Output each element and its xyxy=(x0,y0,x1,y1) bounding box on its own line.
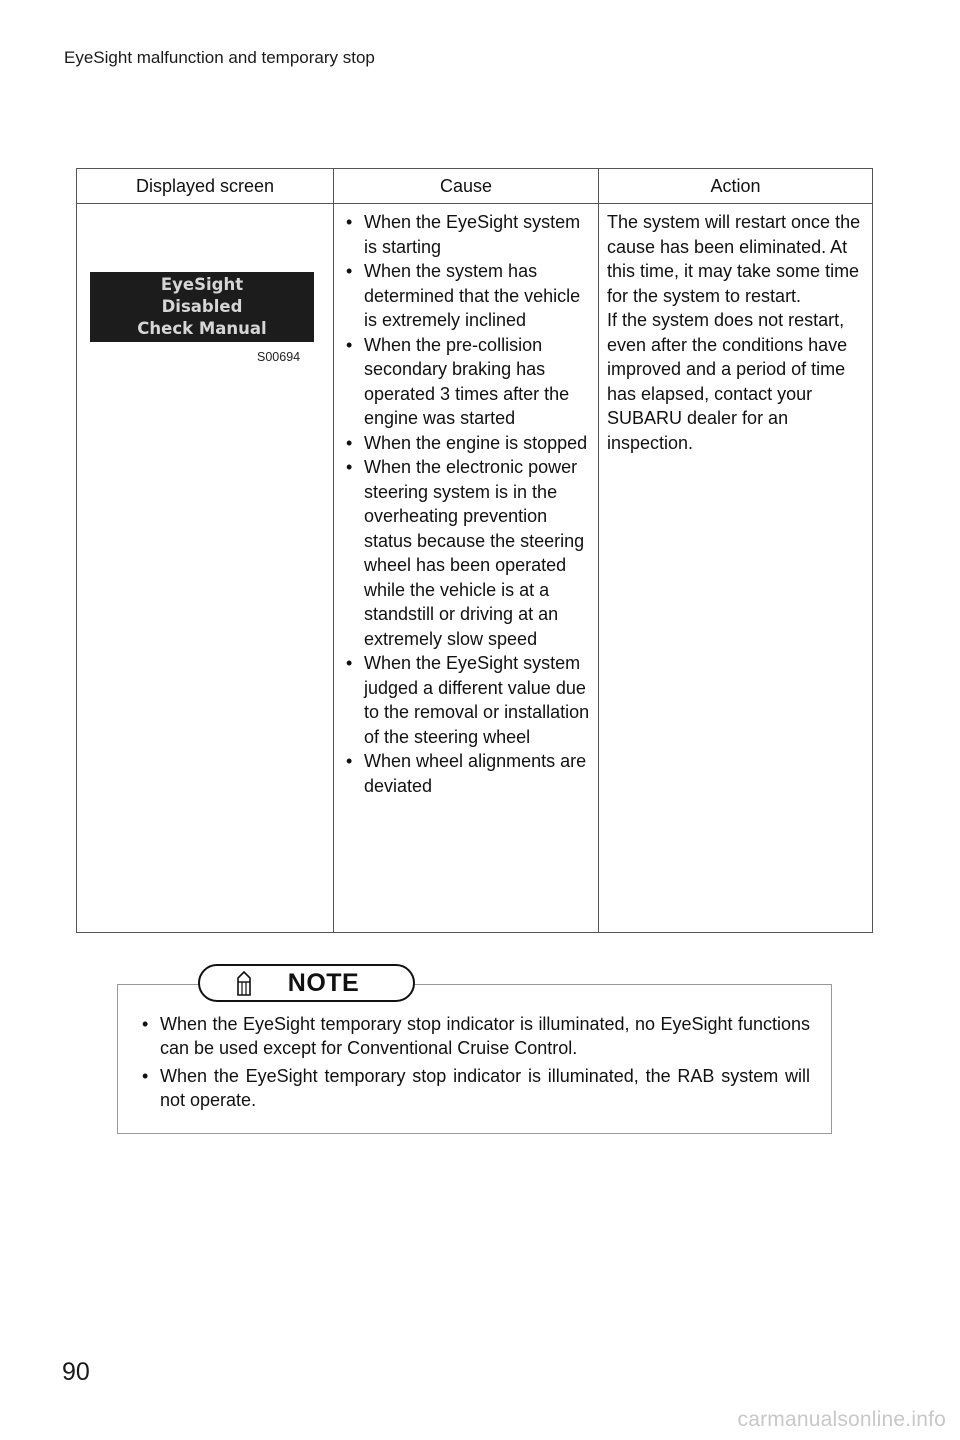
pencil-icon xyxy=(236,971,252,997)
display-line-1: EyeSight xyxy=(160,275,244,294)
action-paragraph: The system will restart once the cause has been eliminated. At this time, it may take some time for the system to restart. xyxy=(607,212,861,306)
list-item: • When the system has determined that the vehicle is extremely inclined xyxy=(340,259,592,333)
cause-cell xyxy=(334,204,599,933)
display-line-2: Disabled xyxy=(161,297,243,316)
list-item: • When wheel alignments are deviated xyxy=(340,749,592,798)
column-header-action: Action xyxy=(599,169,873,204)
list-item: • When the EyeSight temporary stop indicator is illuminated, no EyeSight functions can be used except for Conventional Cruise Control. xyxy=(140,1012,810,1060)
list-item: • When the EyeSight system judged a different value due to the removal or installation of the steering wheel xyxy=(340,651,592,749)
image-code: S00694 xyxy=(257,350,301,364)
malfunction-table xyxy=(76,168,873,933)
table-row xyxy=(77,204,873,933)
list-item: • When the EyeSight system is starting xyxy=(340,210,592,259)
eyesight-disabled-display-image xyxy=(90,272,314,342)
page-number: 90 xyxy=(62,1358,90,1386)
displayed-screen-cell xyxy=(77,204,334,933)
table-header-row xyxy=(77,169,873,204)
column-header-cause: Cause xyxy=(334,169,599,204)
column-header-displayed-screen: Displayed screen xyxy=(77,169,334,204)
display-line-3: Check Manual xyxy=(137,319,267,338)
page-header-title: EyeSight malfunction and temporary stop xyxy=(64,48,375,67)
list-item: • When the pre-collision secondary braking has operated 3 times after the engine was started xyxy=(340,333,592,431)
list-item: • When the engine is stopped xyxy=(340,431,592,456)
cause-list xyxy=(340,210,592,798)
list-item: • When the EyeSight temporary stop indicator is illuminated, the RAB system will not operate. xyxy=(140,1064,810,1112)
note-label: NOTE xyxy=(287,968,360,997)
list-item: • When the electronic power steering system is in the overheating prevention status because the steering wheel has been operated while the vehicle is at a standstill or driving at an extremely slow speed xyxy=(340,455,592,651)
action-paragraph: If the system does not restart, even after the conditions have improved and a period of time has elapsed, contact your SUBARU dealer for an inspection. xyxy=(607,310,848,453)
action-cell xyxy=(599,204,873,933)
note-list xyxy=(140,1012,810,1116)
note-tab xyxy=(198,964,415,1002)
watermark: carmanualsonline.info xyxy=(737,1408,946,1431)
